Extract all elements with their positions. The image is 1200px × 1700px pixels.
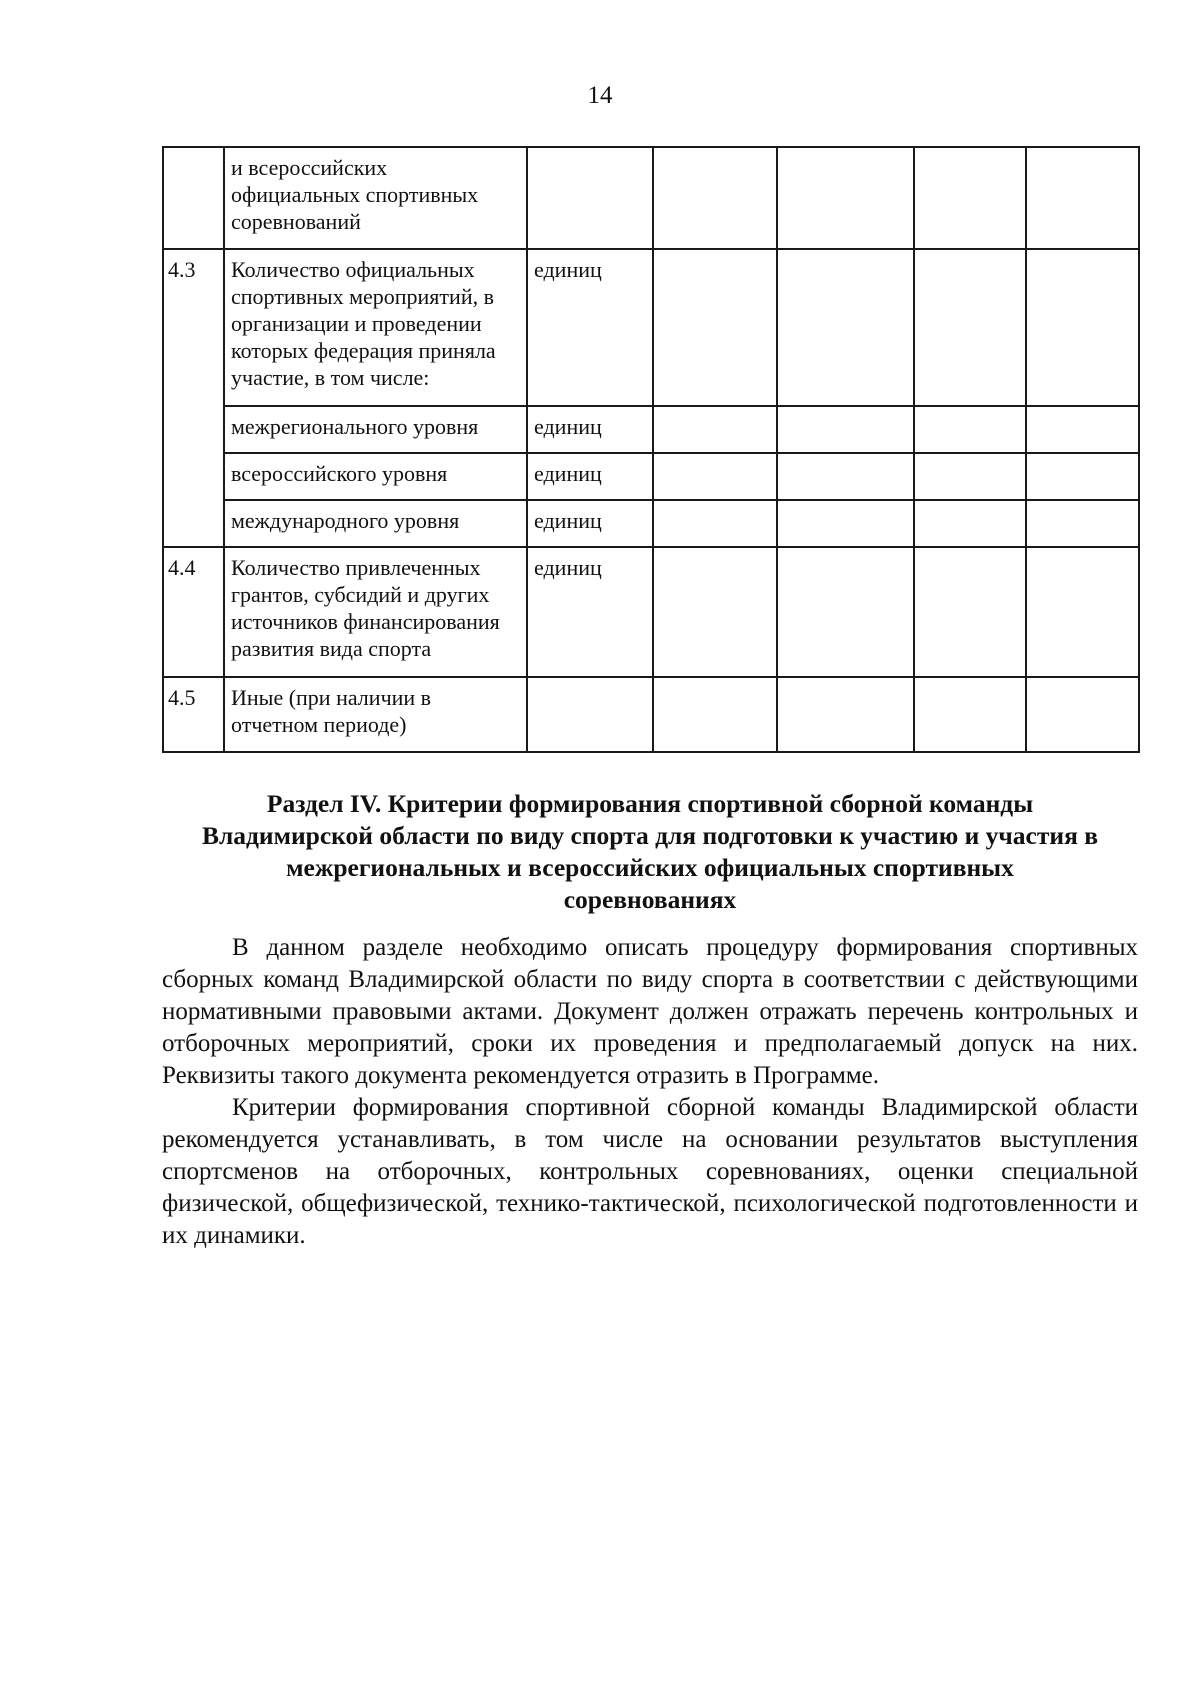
row-description-cell: межрегионального уровня: [224, 406, 527, 453]
body-paragraph: В данном разделе необходимо описать процедуру формирования спортивных сборных команд Владимирской области по виду спорта в соответствии с действующими нормативными правовыми актами. Документ должен отражать перечень контрольных и отборочных мероприятий, сроки их проведения и предполагаемый допуск на них. Реквизиты такого документа рекомендуется отразить в Программе.: [162, 934, 1138, 1089]
value-cell: [914, 453, 1026, 500]
row-unit-cell: единиц: [527, 453, 653, 500]
value-cell: [653, 453, 777, 500]
value-cell: [777, 406, 914, 453]
row-description-cell: всероссийского уровня: [224, 453, 527, 500]
value-cell: [914, 249, 1026, 406]
value-cell: [653, 500, 777, 547]
value-cell: [777, 147, 914, 249]
value-cell: [914, 500, 1026, 547]
row-unit-cell: [527, 677, 653, 752]
value-cell: [777, 677, 914, 752]
value-cell: [653, 406, 777, 453]
value-cell: [653, 249, 777, 406]
value-cell: [1026, 406, 1139, 453]
section-heading: Раздел IV. Критерии формирования спортивной сборной команды Владимирской области по виду спорта для подготовки к участию и участия в межрегиональных и всероссийских официальных спортивных соревнованиях: [201, 789, 1099, 914]
row-description-cell: Иные (при наличии в отчетном периоде): [224, 677, 527, 752]
value-cell: [777, 249, 914, 406]
row-unit-cell: [527, 147, 653, 249]
value-cell: [1026, 249, 1139, 406]
indicators-table: [162, 146, 1140, 753]
row-unit-cell: единиц: [527, 406, 653, 453]
row-number-cell: 4.3: [163, 249, 224, 547]
value-cell: [914, 677, 1026, 752]
row-unit-cell: единиц: [527, 547, 653, 677]
table-row: [163, 147, 1139, 249]
value-cell: [914, 147, 1026, 249]
value-cell: [653, 547, 777, 677]
table-row: [163, 406, 1139, 453]
value-cell: [653, 147, 777, 249]
table-row: [163, 547, 1139, 677]
table-row: [163, 500, 1139, 547]
page-number: 14: [587, 82, 613, 109]
value-cell: [777, 547, 914, 677]
row-unit-cell: единиц: [527, 500, 653, 547]
row-description-cell: Количество привлеченных грантов, субсидий и других источников финансирования развития вида спорта: [224, 547, 527, 677]
value-cell: [914, 406, 1026, 453]
value-cell: [1026, 677, 1139, 752]
value-cell: [1026, 547, 1139, 677]
row-description-cell: международного уровня: [224, 500, 527, 547]
body-paragraph: Критерии формирования спортивной сборной команды Владимирской области рекомендуется устанавливать, в том числе на основании результатов выступления спортсменов на отборочных, контрольных соревнованиях, оценки специальной физической, общефизической, технико-тактической, психологической подготовленности и их динамики.: [162, 1094, 1138, 1249]
table-row: [163, 453, 1139, 500]
value-cell: [777, 453, 914, 500]
table-row: [163, 677, 1139, 752]
row-number-cell: [163, 147, 224, 249]
value-cell: [653, 677, 777, 752]
value-cell: [1026, 147, 1139, 249]
row-description-cell: и всероссийских официальных спортивных соревнований: [224, 147, 527, 249]
row-number-cell: 4.5: [163, 677, 224, 752]
section-body: [162, 932, 1138, 1252]
row-unit-cell: единиц: [527, 249, 653, 406]
value-cell: [1026, 453, 1139, 500]
value-cell: [777, 500, 914, 547]
table-row: [163, 249, 1139, 406]
value-cell: [1026, 500, 1139, 547]
row-description-cell: Количество официальных спортивных мероприятий, в организации и проведении которых федерация приняла участие, в том числе:: [224, 249, 527, 406]
value-cell: [914, 547, 1026, 677]
row-number-cell: 4.4: [163, 547, 224, 677]
